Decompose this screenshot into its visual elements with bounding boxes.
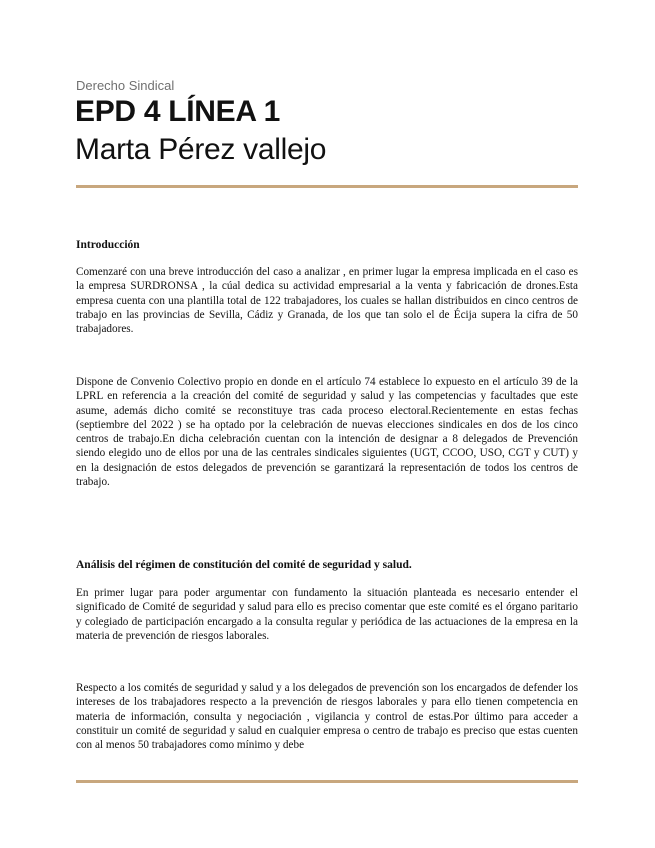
intro-paragraph-2: Dispone de Convenio Colectivo propio en donde en el artículo 74 establece lo expuesto en el artículo 39 de la LPRL en referencia a la creación del comité de seguridad y salud y las competencias y facultades que este asume, además dicho comité se reconstituye tras cada proceso electoral.Recientemente en estas fechas (septiembre del 2022 ) se ha optado por la celebración de nuevas elecciones sindicales en dos de los cinco centros de trabajo.En dicha celebración cuentan con la intención de designar a 8 delegados de Prevención siendo elegido uno de ellos por una de las centrales sindicales siguientes (UGT, CCOO, USO, CGT y CUT) y en la designación de estos delegados de prevención se garantizará la representación de todos los centros de trabajo.	[76, 376, 578, 489]
footer-divider	[76, 780, 578, 783]
document-title: EPD 4 LÍNEA 1	[75, 95, 281, 128]
analysis-paragraph-1: En primer lugar para poder argumentar con fundamento la situación planteada es necesario entender el significado de Comité de seguridad y salud para ello es preciso comentar que este comité es el órgano paritario y colegiado de participación encargado a la consulta regular y periódica de las actuaciones de la empresa en la materia de prevención de riesgos laborales.	[76, 587, 578, 642]
intro-paragraph-1: Comenzaré con una breve introducción del caso a analizar , en primer lugar la empresa implicada en el caso es la empresa SURDRONSA , la cúal dedica su actividad empresarial a la venta y fabricación de drones.Esta empresa cuenta con una plantilla total de 122 trabajadores, los cuales se hallan distribuidos en cinco centros de trabajo en las provincias de Sevilla, Cádiz y Granada, de los que tan solo el de Écija supera la cifra de 50 trabajadores.	[76, 266, 578, 336]
intro-heading: Introducción	[76, 239, 140, 251]
analysis-heading: Análisis del régimen de constitución del comité de seguridad y salud.	[76, 559, 412, 571]
document-subject: Derecho Sindical	[76, 78, 175, 93]
header-divider	[76, 185, 578, 188]
document-author: Marta Pérez vallejo	[75, 133, 327, 166]
analysis-paragraph-2: Respecto a los comités de seguridad y salud y a los delegados de prevención son los encargados de defender los intereses de los trabajadores respecto a la prevención de riesgos laborales y para ello tienen competencia en materia de información, consulta y negociación , vigilancia y control de estas.Por último para acceder a constituir un comité de seguridad y salud en cualquier empresa o centro de trabajo es preciso que estas cuenten con al menos 50 trabajadores como mínimo y debe	[76, 682, 578, 752]
